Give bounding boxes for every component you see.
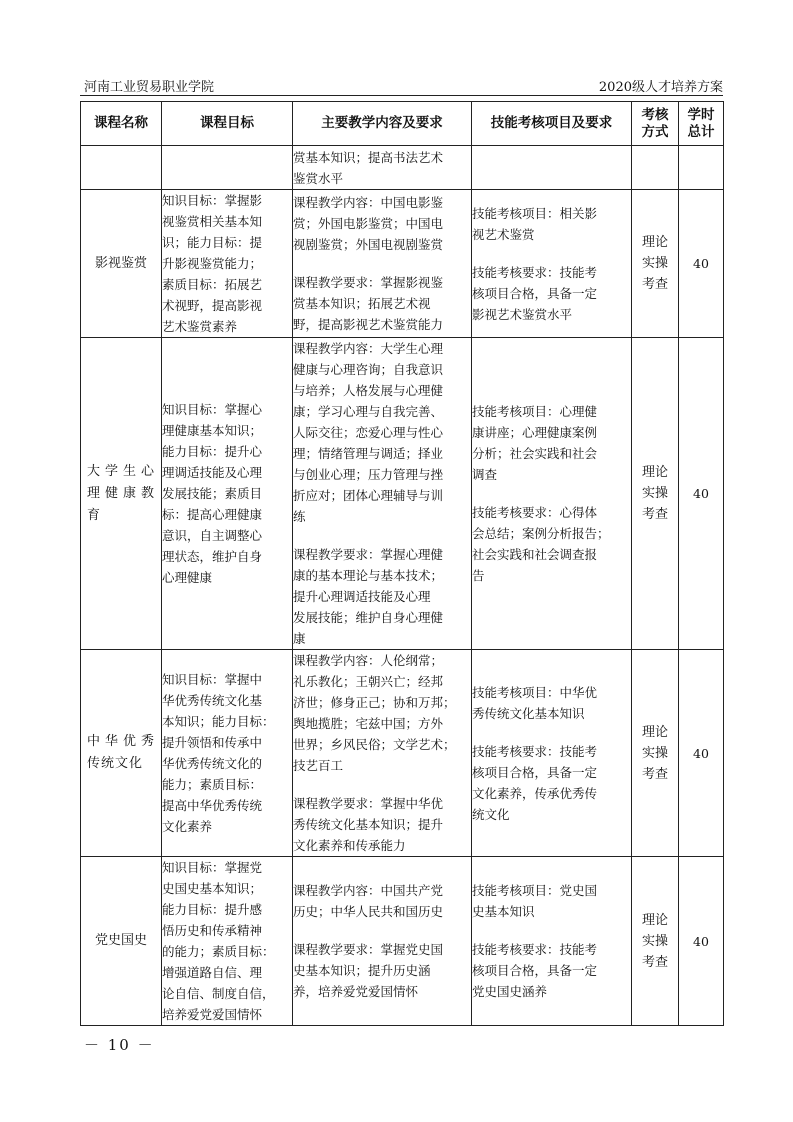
teaching-content [293, 857, 472, 1026]
text-line: 课程教学要求：掌握党史国 [293, 942, 444, 957]
table-row [81, 190, 724, 338]
text-line: 课程教学要求：掌握影视鉴 [293, 275, 444, 290]
method-line: 理论 [641, 912, 668, 928]
total-hours: 40 [679, 338, 724, 650]
text-line: 技能考核要求：技能考 [472, 743, 598, 759]
text-line: 技能考核项目：相关影 [472, 205, 598, 221]
col-header-total-hours [679, 102, 724, 146]
course-name: 影视鉴赏 [81, 190, 162, 338]
method-line: 实操 [641, 745, 668, 761]
text-line: 舆地揽胜；宅兹中国；方外 [293, 716, 444, 731]
method-line: 实操 [641, 933, 668, 949]
text-line: 心理健康 [162, 570, 213, 585]
header-school-name: 河南工业贸易职业学院 [84, 80, 215, 95]
text-line: 增强道路自信、理 [162, 965, 263, 980]
text-line: 艺术鉴赏素养 [162, 319, 238, 334]
text-line: 技能考核要求：心得体 [472, 505, 598, 520]
text-line: 理状态，维护自身 [162, 549, 263, 564]
course-name: 中华优秀传统文化 [81, 650, 162, 857]
text-line: 会总结；案例分析报告； [472, 526, 610, 541]
col-header-method-line: 方式 [641, 123, 669, 140]
text-line: 康 [293, 631, 306, 646]
text-line: 技能考核要求：技能考 [472, 942, 598, 957]
text-line: 史基本知识 [472, 904, 535, 919]
course-name: 党史国史 [81, 857, 162, 1026]
text-line: 的能力；素质目标： [162, 944, 275, 959]
paragraph-gap [472, 922, 631, 939]
table-row-continuation [81, 146, 724, 190]
text-line: 发展技能；素质目 [162, 486, 263, 501]
cell-method [632, 146, 679, 190]
text-line: 康；学习心理与自我完善、 [293, 404, 444, 419]
text-line: 视艺术鉴赏 [472, 226, 535, 242]
text-line: 赏；外国电影鉴赏；中国电 [293, 216, 444, 231]
text-line: 技能考核要求：技能考 [472, 264, 598, 280]
text-line: 知识目标：掌握中 [162, 672, 263, 687]
assessment-method [632, 190, 679, 338]
total-hours: 40 [679, 857, 724, 1026]
text-line: 养，培养爱党爱国情怀 [293, 984, 419, 999]
text-line: 能力；素质目标： [162, 777, 263, 792]
text-line: 史国史基本知识； [162, 881, 263, 896]
cell-content [293, 146, 472, 190]
col-header-course-name: 课程名称 [81, 102, 162, 146]
method-line: 考查 [641, 507, 668, 522]
skill-assessment [472, 190, 632, 338]
text-line: 技能考核项目：心理健 [472, 404, 598, 419]
method-line: 理论 [641, 724, 668, 740]
assessment-method [632, 650, 679, 857]
text-line: 课程教学要求：掌握中华优 [293, 796, 444, 811]
text-line: 理；情绪管理与调适；择业 [293, 446, 444, 461]
table-header-row [81, 102, 724, 146]
teaching-content [293, 190, 472, 338]
text-line: 课程教学内容：人伦纲常； [293, 653, 444, 668]
paragraph-gap [472, 724, 631, 741]
text-line: 标：提高心理健康 [162, 507, 263, 522]
text-line: 识；能力目标：提 [162, 235, 263, 250]
skill-assessment [472, 650, 632, 857]
text-line: 意识，自主调整心 [162, 528, 263, 543]
text-line: 提升领悟和传承中 [162, 735, 263, 750]
text-line: 人际交往；恋爱心理与性心 [293, 425, 444, 440]
paragraph-gap [293, 776, 471, 793]
text-line: 技能考核项目：党史国 [472, 883, 598, 898]
paragraph-gap [472, 485, 631, 502]
skill-assessment [472, 857, 632, 1026]
paragraph-gap [472, 245, 631, 262]
text-line: 课程教学要求：掌握心理健 [293, 547, 444, 562]
header-rule [80, 95, 723, 96]
header-document-title: 2020级人才培养方案 [598, 80, 723, 95]
text-line: 统文化 [472, 806, 510, 822]
method-line: 实操 [641, 486, 668, 501]
col-header-method-line: 考核 [641, 106, 669, 123]
text-line: 调查 [472, 467, 498, 482]
text-line: 视鉴赏相关基本知 [162, 214, 263, 229]
cell-goal [162, 146, 293, 190]
text-line: 课程教学内容：大学生心理 [293, 341, 444, 356]
text-line: 华优秀传统文化的 [162, 756, 263, 771]
text-line: 技艺百工 [293, 758, 344, 773]
text-line: 康讲座；心理健康案例 [472, 425, 598, 440]
assessment-method [632, 857, 679, 1026]
text-line: 能力目标：提升感 [162, 902, 263, 917]
text-line: 核项目合格，具备一定 [472, 963, 598, 978]
course-name: 大学生心理健康教育 [81, 338, 162, 650]
method-line: 实操 [641, 256, 668, 271]
course-goal [162, 338, 293, 650]
text-line: 理健康基本知识； [162, 423, 263, 438]
text-line: 提高中华优秀传统 [162, 798, 263, 813]
text-line: 课程教学内容：中国电影鉴 [293, 195, 444, 210]
text-line: 秀传统文化基本知识 [472, 705, 585, 721]
text-line: 文化素养 [162, 819, 213, 834]
text-line: 野，提高影视艺术鉴赏能力 [293, 317, 444, 332]
text-line: 提升心理调适技能及心理 [293, 589, 431, 604]
cell-hours [679, 146, 724, 190]
text-line: 华优秀传统文化基 [162, 693, 263, 708]
table-row [81, 857, 724, 1026]
text-line: 知识目标：掌握影 [162, 193, 263, 208]
assessment-method [632, 338, 679, 650]
col-header-assessment-method [632, 102, 679, 146]
text-line: 赏基本知识；提高书法艺术 [293, 149, 444, 165]
col-header-hours-line: 总计 [687, 123, 715, 140]
text-line: 史基本知识；提升历史涵 [293, 963, 431, 978]
text-line: 核项目合格，具备一定 [472, 764, 598, 780]
text-line: 核项目合格，具备一定 [472, 285, 598, 301]
page-number: － 10 － [84, 1036, 155, 1054]
text-line: 升影视鉴赏能力； [162, 256, 263, 271]
text-line: 理调适技能及心理 [162, 465, 263, 480]
text-line: 术视野，提高影视 [162, 298, 263, 313]
text-line: 影视艺术鉴赏水平 [472, 306, 573, 322]
text-line: 素质目标：拓展艺 [162, 277, 263, 292]
teaching-content [293, 650, 472, 857]
course-table [80, 101, 724, 1026]
text-line: 论自信、制度自信， [162, 986, 275, 1001]
method-line: 考查 [641, 954, 668, 970]
text-line: 社会实践和社会调查报 [472, 547, 598, 562]
total-hours: 40 [679, 190, 724, 338]
text-line: 历史；中华人民共和国历史 [293, 904, 444, 919]
method-line: 考查 [641, 277, 668, 292]
text-line: 技能考核项目：中华优 [472, 684, 598, 700]
text-line: 康的基本理论与基本技术； [293, 568, 444, 583]
text-line: 悟历史和传承精神 [162, 923, 263, 938]
cell-name [81, 146, 162, 190]
text-line: 礼乐教化；王朝兴亡；经邦 [293, 674, 444, 689]
table-row [81, 338, 724, 650]
course-goal [162, 190, 293, 338]
total-hours: 40 [679, 650, 724, 857]
col-header-teaching-content: 主要教学内容及要求 [293, 102, 472, 146]
paragraph-gap [293, 527, 471, 544]
col-header-course-goal: 课程目标 [162, 102, 293, 146]
text-line: 党史国史涵养 [472, 984, 548, 999]
text-line: 视剧鉴赏；外国电视剧鉴赏 [293, 237, 444, 252]
method-line: 理论 [641, 465, 668, 480]
text-line: 文化素养，传承优秀传 [472, 785, 598, 801]
text-line: 告 [472, 568, 485, 583]
text-line: 培养爱党爱国情怀 [162, 1007, 263, 1022]
course-goal [162, 857, 293, 1026]
text-line: 与创业心理；压力管理与挫 [293, 467, 444, 482]
skill-assessment [472, 338, 632, 650]
text-line: 鉴赏水平 [293, 170, 344, 186]
cell-skill [472, 146, 632, 190]
text-line: 文化素养和传承能力 [293, 838, 406, 853]
text-line: 健康与心理咨询；自我意识 [293, 362, 444, 377]
col-header-hours-line: 学时 [687, 106, 715, 123]
text-line: 济世；修身正己；协和万邦； [293, 695, 456, 710]
text-line: 知识目标：掌握心 [162, 402, 263, 417]
text-line: 折应对；团体心理辅导与训 [293, 488, 444, 503]
teaching-content [293, 338, 472, 650]
text-line: 分析；社会实践和社会 [472, 446, 598, 461]
text-line: 能力目标：提升心 [162, 444, 263, 459]
text-line: 本知识；能力目标： [162, 714, 275, 729]
table-row [81, 650, 724, 857]
paragraph-gap [293, 922, 471, 939]
method-line: 理论 [641, 235, 668, 250]
text-line: 练 [293, 509, 306, 524]
paragraph-gap [293, 255, 471, 272]
text-line: 赏基本知识；拓展艺术视 [293, 296, 431, 311]
col-header-skill-assessment: 技能考核项目及要求 [472, 102, 632, 146]
course-goal [162, 650, 293, 857]
text-line: 课程教学内容：中国共产党 [293, 883, 444, 898]
text-line: 知识目标：掌握党 [162, 860, 263, 875]
text-line: 秀传统文化基本知识；提升 [293, 817, 444, 832]
text-line: 与培养；人格发展与心理健 [293, 383, 444, 398]
text-line: 世界；乡风民俗；文学艺术； [293, 737, 456, 752]
text-line: 发展技能；维护自身心理健 [293, 610, 444, 625]
method-line: 考查 [641, 766, 668, 782]
